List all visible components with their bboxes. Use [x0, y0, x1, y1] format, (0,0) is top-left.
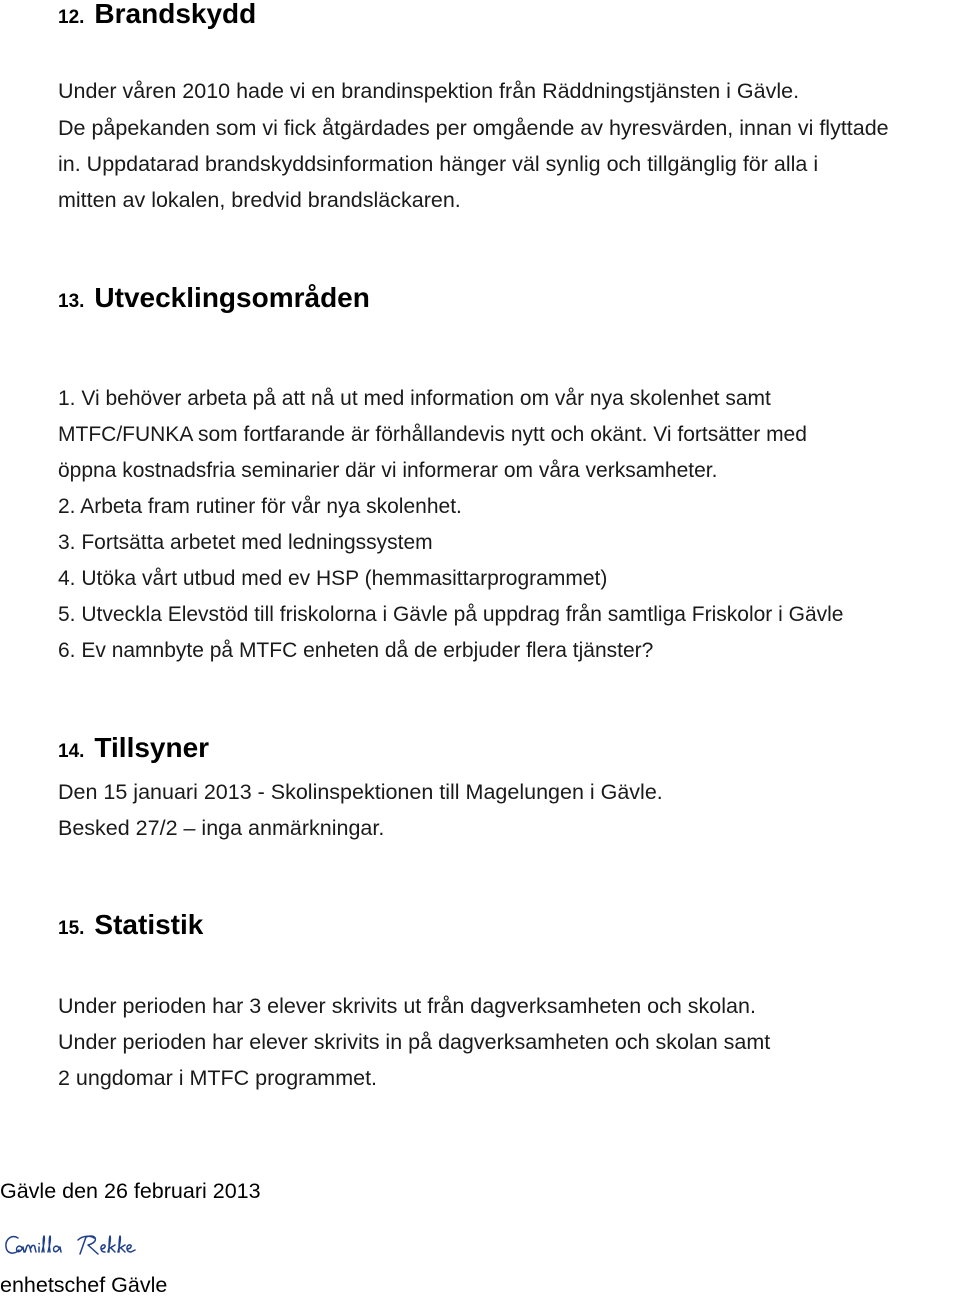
- section-15-heading: [58, 909, 203, 941]
- paragraph-line: Under perioden har 3 elever skrivits ut från dagverksamheten och skolan.: [58, 994, 756, 1018]
- signature-image: [2, 1230, 142, 1264]
- list-item: 6. Ev namnbyte på MTFC enheten då de erbjuder flera tjänster?: [58, 639, 654, 662]
- list-item: MTFC/FUNKA som fortfarande är förhållandevis nytt och okänt. Vi fortsätter med: [58, 423, 807, 446]
- list-item: 1. Vi behöver arbeta på att nå ut med information om vår nya skolenhet samt: [58, 387, 771, 410]
- place-date: Gävle den 26 februari 2013: [0, 1179, 261, 1203]
- section-number: 13.: [58, 291, 85, 312]
- section-number: 15.: [58, 918, 85, 939]
- list-item: 3. Fortsätta arbetet med ledningssystem: [58, 531, 433, 554]
- list-item: öppna kostnadsfria seminarier där vi informerar om våra verksamheter.: [58, 459, 718, 482]
- section-title: Statistik: [94, 909, 204, 940]
- paragraph-line: 2 ungdomar i MTFC programmet.: [58, 1066, 378, 1090]
- section-title: Brandskydd: [94, 0, 257, 29]
- section-number: 14.: [58, 741, 85, 762]
- paragraph-line: mitten av lokalen, bredvid brandsläckaren.: [58, 188, 461, 212]
- paragraph-line: De påpekanden som vi fick åtgärdades per omgående av hyresvärden, innan vi flyttade: [58, 116, 889, 140]
- author-role: enhetschef Gävle: [0, 1273, 168, 1297]
- list-item: 2. Arbeta fram rutiner för vår nya skolenhet.: [58, 495, 462, 518]
- section-13-heading: [58, 282, 370, 314]
- paragraph-line: in. Uppdatarad brandskyddsinformation hänger väl synlig och tillgänglig för alla i: [58, 152, 819, 176]
- paragraph-line: Under perioden har elever skrivits in på dagverksamheten och skolan samt: [58, 1030, 771, 1054]
- section-title: Utvecklingsområden: [94, 282, 370, 313]
- section-number: 12.: [58, 7, 85, 28]
- paragraph-line: Under våren 2010 hade vi en brandinspektion från Räddningstjänsten i Gävle.: [58, 79, 800, 103]
- section-14-heading: [58, 732, 209, 764]
- list-item: 5. Utveckla Elevstöd till friskolorna i Gävle på uppdrag från samtliga Friskolor i Gävle: [58, 603, 844, 626]
- section-12-heading: [58, 0, 256, 30]
- paragraph-line: Den 15 januari 2013 - Skolinspektionen till Magelungen i Gävle.: [58, 780, 663, 804]
- section-title: Tillsyner: [94, 732, 210, 763]
- list-item: 4. Utöka vårt utbud med ev HSP (hemmasittarprogrammet): [58, 567, 608, 590]
- paragraph-line: Besked 27/2 – inga anmärkningar.: [58, 816, 385, 840]
